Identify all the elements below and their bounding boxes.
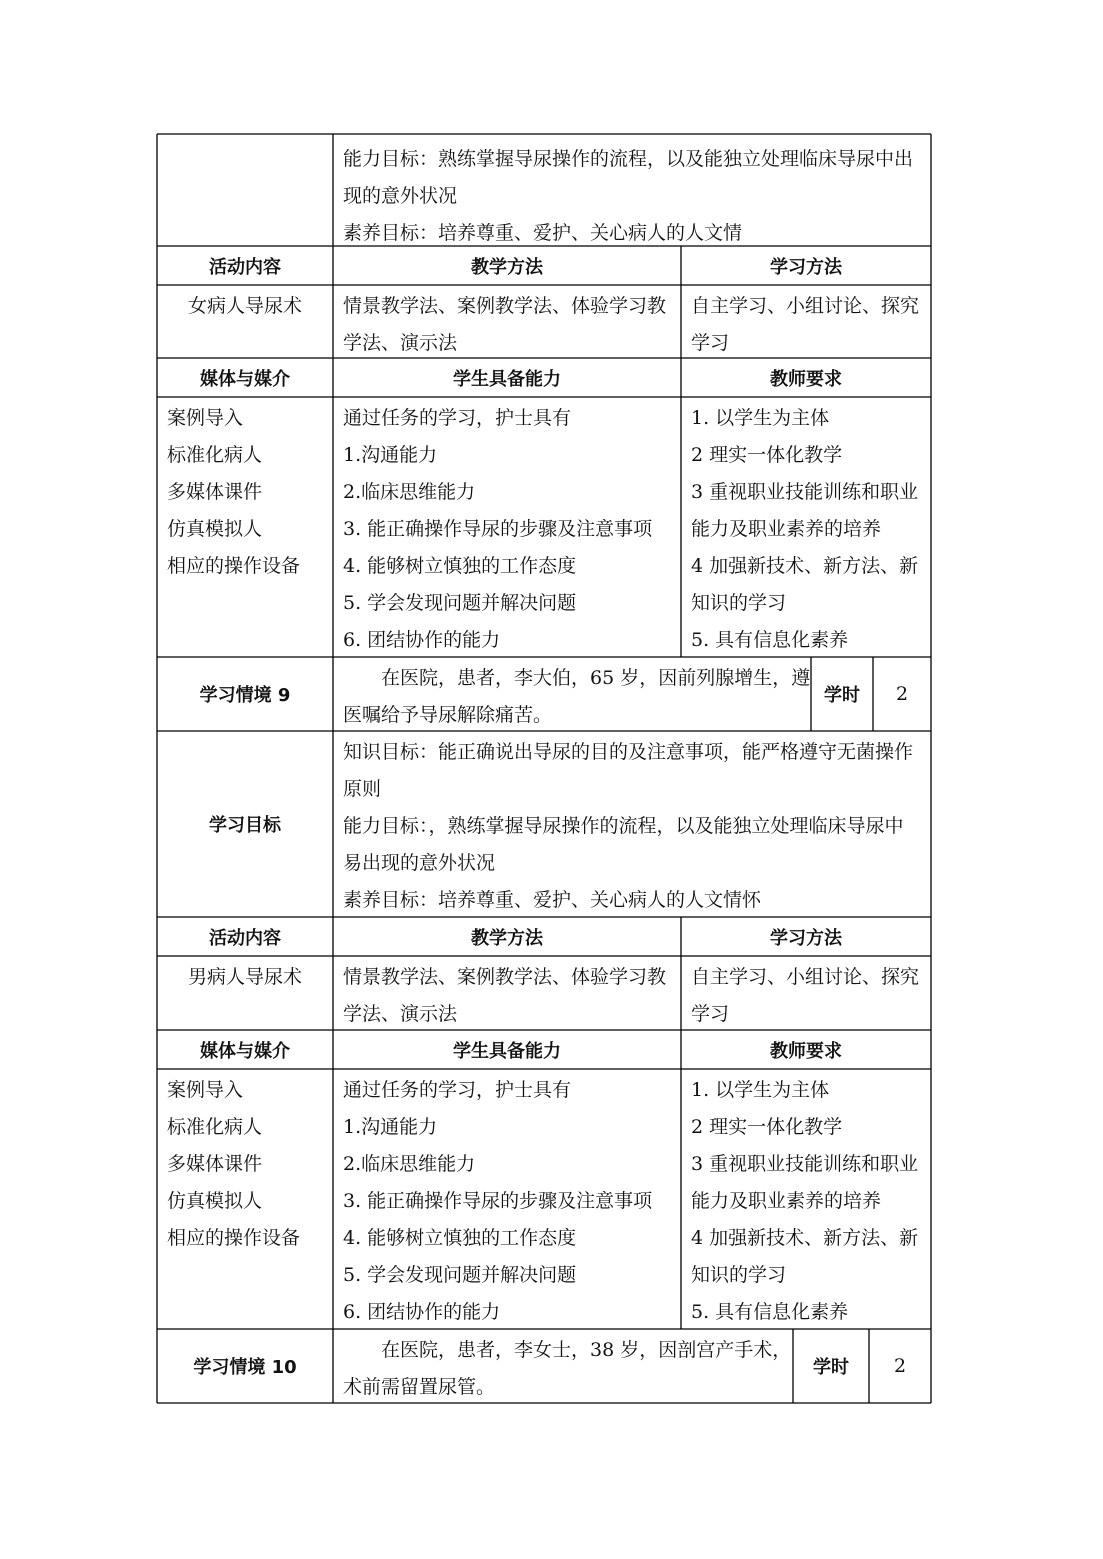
text-line: 医嘱给予导尿解除痛苦。 (343, 704, 553, 726)
situation10-label: 学习情境 10 (193, 1357, 297, 1378)
header-student-ability: 学生具备能力 (453, 368, 561, 390)
text-line: 术前需留置尿管。 (343, 1376, 496, 1398)
list-item: 5. 学会发现问题并解决问题 (343, 1264, 577, 1286)
activity-cell (157, 285, 333, 358)
list-item: 5. 具有信息化素养 (691, 629, 849, 651)
list-item: 仿真模拟人 (167, 518, 263, 540)
list-item: 4. 能够树立慎独的工作态度 (343, 555, 577, 577)
text-line: 学习 (691, 332, 730, 354)
list-item: 5. 具有信息化素养 (691, 1301, 849, 1323)
list-item: 案例导入 (167, 407, 244, 429)
list-item: 能力及职业素养的培养 (691, 1190, 882, 1212)
list-item: 案例导入 (167, 1079, 244, 1101)
header-teacher-requirement: 教师要求 (770, 368, 842, 390)
objectives-label: 学习目标 (209, 815, 281, 836)
list-item: 1. 以学生为主体 (691, 1079, 830, 1101)
text-line: 情景教学法、案例教学法、体验学习教 (343, 295, 667, 317)
teaching-method-cell (333, 956, 681, 1030)
activity-name: 女病人导尿术 (187, 295, 302, 317)
list-item: 1.沟通能力 (343, 444, 438, 466)
media-list (157, 1069, 333, 1329)
situation9-label: 学习情境 9 (199, 685, 291, 706)
list-item: 1.沟通能力 (343, 1116, 438, 1138)
text-line: 能力目标：，熟练掌握导尿操作的流程，以及能独立处理临床导尿中 (343, 815, 904, 837)
text-line: 在医院，患者，李大伯，65 岁，因前列腺增生，遵 (381, 667, 811, 689)
media-list (157, 397, 333, 657)
text-line: 知识目标：能正确说出导尿的目的及注意事项，能严格遵守无菌操作 (343, 741, 914, 763)
situation9-hours-label: 学时 (824, 685, 860, 706)
text-line: 素养目标：培养尊重、爱护、关心病人的人文情怀 (343, 889, 762, 911)
situation9-text (333, 657, 811, 731)
list-item: 4. 能够树立慎独的工作态度 (343, 1227, 577, 1249)
text-line: 易出现的意外状况 (343, 852, 496, 874)
list-item: 5. 学会发现问题并解决问题 (343, 592, 577, 614)
learning-method-cell (681, 956, 931, 1030)
list-item: 通过任务的学习，护士具有 (343, 407, 572, 429)
header-activity: 活动内容 (209, 927, 281, 949)
list-item: 1. 以学生为主体 (691, 407, 830, 429)
list-item: 3 重视职业技能训练和职业 (691, 481, 919, 503)
text-line: 能力目标：熟练掌握导尿操作的流程，以及能独立处理临床导尿中出 (343, 148, 914, 170)
list-item: 相应的操作设备 (167, 555, 301, 577)
header-teaching-method: 教学方法 (471, 927, 543, 949)
list-item: 6. 团结协作的能力 (343, 629, 501, 651)
text-line: 学法、演示法 (343, 1003, 458, 1025)
header-activity: 活动内容 (209, 256, 281, 278)
list-item: 知识的学习 (691, 592, 787, 614)
text-line: 原则 (343, 778, 382, 800)
list-item: 相应的操作设备 (167, 1227, 301, 1249)
text-line: 学习 (691, 1003, 730, 1025)
text-line: 情景教学法、案例教学法、体验学习教 (343, 966, 667, 988)
requirement-list (681, 397, 931, 657)
situation10-hours-value: 2 (893, 1354, 907, 1377)
header-learning-method: 学习方法 (770, 256, 842, 278)
list-item: 仿真模拟人 (167, 1190, 263, 1212)
text-line: 现的意外状况 (343, 185, 458, 207)
header-media: 媒体与媒介 (200, 1040, 290, 1062)
ability-list (333, 397, 681, 657)
learning-method-cell (681, 285, 931, 358)
top-objectives-cell (333, 138, 931, 246)
list-item: 标准化病人 (167, 444, 263, 466)
list-item: 3. 能正确操作导尿的步骤及注意事项 (343, 1190, 653, 1212)
text-line: 自主学习、小组讨论、探究 (691, 966, 920, 988)
header-teacher-requirement: 教师要求 (770, 1040, 842, 1062)
list-item: 2 理实一体化教学 (691, 1116, 843, 1138)
activity-name: 男病人导尿术 (187, 966, 302, 988)
list-item: 2 理实一体化教学 (691, 444, 843, 466)
list-item: 4 加强新技术、新方法、新 (691, 1227, 919, 1249)
list-item: 6. 团结协作的能力 (343, 1301, 501, 1323)
objectives9-cell (333, 731, 931, 917)
list-item: 标准化病人 (167, 1116, 263, 1138)
text-line: 在医院，患者，李女士，38 岁，因剖宫产手术， (381, 1339, 792, 1361)
situation10-hours-label: 学时 (813, 1357, 849, 1378)
situation9-hours-value: 2 (895, 682, 909, 705)
ability-list (333, 1069, 681, 1329)
situation10-text (333, 1329, 793, 1403)
list-item: 4 加强新技术、新方法、新 (691, 555, 919, 577)
list-item: 3 重视职业技能训练和职业 (691, 1153, 919, 1175)
list-item: 2.临床思维能力 (343, 1153, 476, 1175)
list-item: 2.临床思维能力 (343, 481, 476, 503)
header-media: 媒体与媒介 (200, 368, 290, 390)
list-item: 通过任务的学习，护士具有 (343, 1079, 572, 1101)
text-line: 自主学习、小组讨论、探究 (691, 295, 920, 317)
list-item: 3. 能正确操作导尿的步骤及注意事项 (343, 518, 653, 540)
header-teaching-method: 教学方法 (471, 256, 543, 278)
header-learning-method: 学习方法 (770, 927, 842, 949)
list-item: 知识的学习 (691, 1264, 787, 1286)
activity-cell (157, 956, 333, 1030)
list-item: 能力及职业素养的培养 (691, 518, 882, 540)
text-line: 学法、演示法 (343, 332, 458, 354)
requirement-list (681, 1069, 931, 1329)
text-line: 素养目标：培养尊重、爱护、关心病人的人文情 (343, 222, 743, 244)
header-student-ability: 学生具备能力 (453, 1040, 561, 1062)
list-item: 多媒体课件 (167, 1153, 263, 1175)
list-item: 多媒体课件 (167, 481, 263, 503)
teaching-method-cell (333, 285, 681, 358)
